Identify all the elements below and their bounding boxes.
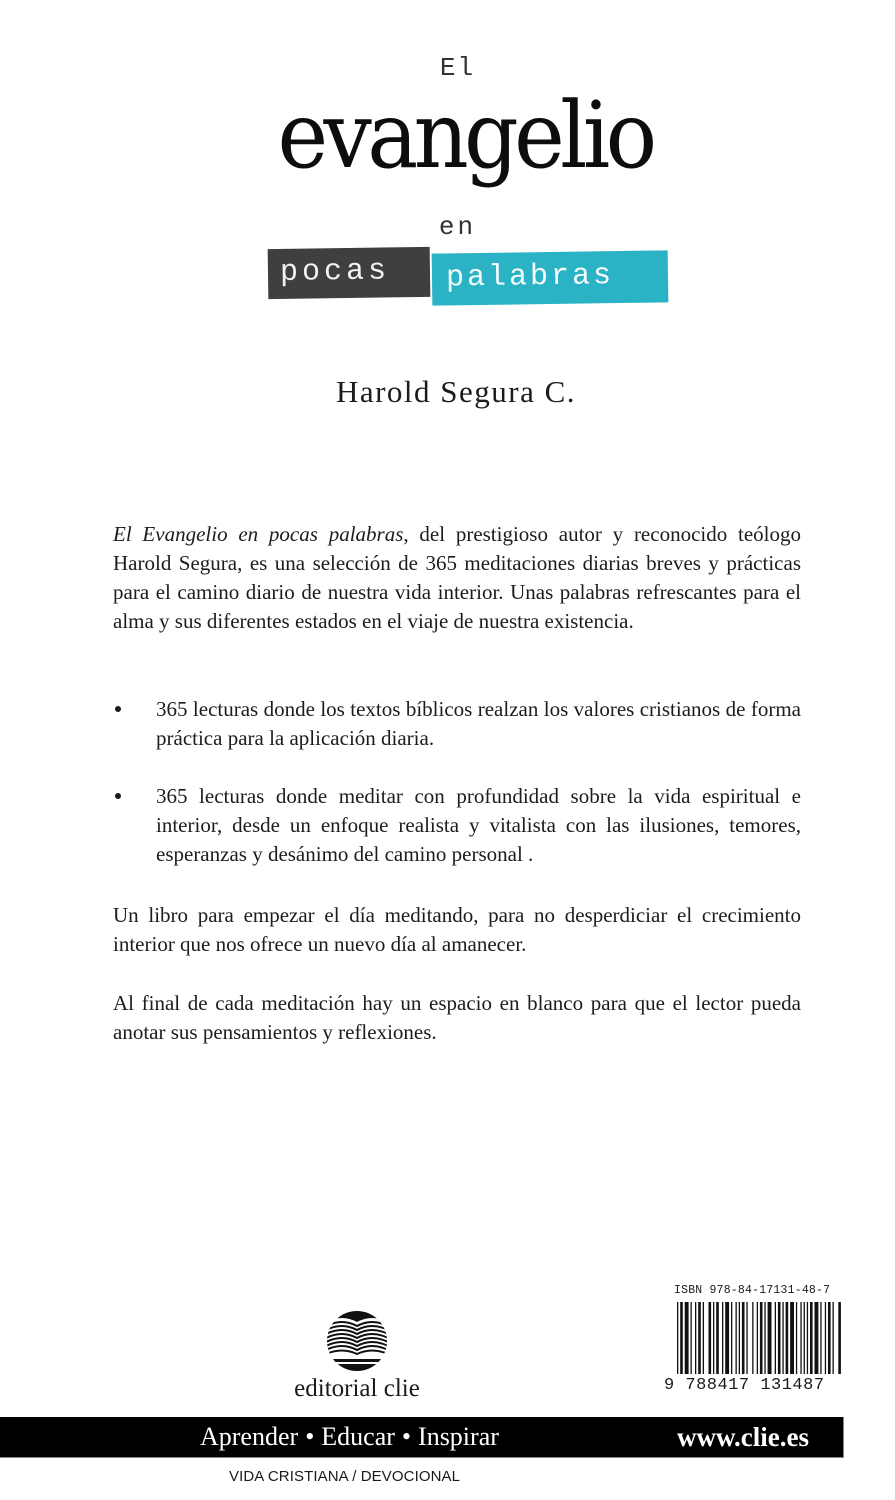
barcode-bar xyxy=(838,1302,841,1374)
description-closing-1 xyxy=(113,901,801,959)
barcode-bar xyxy=(709,1302,712,1374)
description-book-title: El Evangelio en pocas palabras xyxy=(113,522,404,546)
barcode-bar xyxy=(739,1302,740,1374)
barcode-bar xyxy=(742,1302,745,1374)
title-connector: en xyxy=(438,212,477,242)
barcode-bar xyxy=(782,1302,783,1374)
barcode-bar xyxy=(775,1302,776,1374)
barcode-bar xyxy=(807,1302,808,1374)
barcode-bar xyxy=(764,1302,765,1374)
barcode-bar xyxy=(810,1302,813,1374)
feature-list-item xyxy=(113,782,801,869)
description-intro-text: , del prestigioso autor y reconocido teólogo Harold Segura, es una selección de 365 meditaciones diarias breves y prácticas para el camino diario de nuestra vida interior. Unas palabras refrescantes para el alma y sus diferentes estados en el viaje de nuestra existencia. xyxy=(113,522,801,633)
closing-paragraph: Al final de cada meditación hay un espacio en blanco para que el lector pueda anotar sus pensamientos y reflexiones. xyxy=(113,991,801,1044)
barcode-bar xyxy=(703,1302,704,1374)
title-word-pocas: pocas xyxy=(279,254,391,290)
description-intro xyxy=(113,520,801,636)
title-label-pocas xyxy=(268,247,431,299)
title-article: El xyxy=(439,53,476,83)
barcode-digits: 9 788417 131487 xyxy=(664,1376,825,1395)
barcode-bar xyxy=(768,1302,772,1374)
title-label-palabras xyxy=(432,250,669,305)
barcode-bar xyxy=(680,1302,683,1374)
bullet-separator-icon: • xyxy=(401,1422,412,1451)
barcode-bar xyxy=(746,1302,747,1374)
barcode-bar xyxy=(736,1302,737,1374)
barcode-bar xyxy=(796,1302,797,1374)
barcode-bar xyxy=(825,1302,826,1374)
isbn-label: ISBN 978-84-17131-48-7 xyxy=(674,1284,831,1297)
barcode-bar xyxy=(833,1302,834,1374)
feature-list xyxy=(113,695,801,898)
feature-list-item xyxy=(113,695,801,753)
barcode-bar xyxy=(695,1302,696,1374)
barcode-bar xyxy=(698,1302,701,1374)
slogan xyxy=(200,1421,499,1453)
barcode-bar xyxy=(677,1302,678,1374)
open-book-globe-icon xyxy=(326,1310,388,1372)
bullet-icon xyxy=(115,706,121,712)
slogan-word-aprender: Aprender xyxy=(200,1422,299,1451)
book-category: VIDA CRISTIANA / DEVOCIONAL xyxy=(229,1468,461,1485)
barcode-bar xyxy=(725,1302,729,1374)
barcode-bar xyxy=(731,1302,732,1374)
slogan-word-educar: Educar xyxy=(321,1422,395,1451)
barcode-bar xyxy=(752,1302,753,1374)
barcode-bar xyxy=(716,1302,719,1374)
barcode-bar xyxy=(778,1302,781,1374)
title-word-palabras: palabras xyxy=(445,259,615,296)
barcode-bar xyxy=(722,1302,723,1374)
barcode-bar xyxy=(691,1302,692,1374)
barcode-bar xyxy=(815,1302,819,1374)
barcode-bar xyxy=(828,1302,831,1374)
barcode-bar xyxy=(757,1302,758,1374)
publisher-website: www.clie.es xyxy=(677,1422,809,1452)
slogan-word-inspirar: Inspirar xyxy=(418,1422,499,1451)
author-name: Harold Segura C. xyxy=(335,374,577,409)
footer-bar xyxy=(0,1417,844,1458)
feature-text: 365 lecturas donde meditar con profundidad sobre la vida espiritual e interior, desde un enfoque realista y vitalista con las ilusiones, temores, esperanzas y desánimo del camino personal . xyxy=(156,784,801,866)
barcode-bar xyxy=(685,1302,689,1374)
barcode-bar xyxy=(804,1302,805,1374)
feature-text: 365 lecturas donde los textos bíblicos realzan los valores cristianos de forma práctica para la aplicación diaria. xyxy=(156,697,801,750)
bullet-icon xyxy=(115,793,121,799)
bullet-separator-icon: • xyxy=(305,1422,315,1451)
barcode-bar xyxy=(713,1302,714,1374)
title-main: evangelio xyxy=(277,82,653,189)
barcode-bar xyxy=(800,1302,801,1374)
barcode-bar xyxy=(790,1302,794,1374)
barcode-bar xyxy=(820,1302,821,1374)
closing-paragraph: Un libro para empezar el día meditando, para no desperdiciar el crecimiento interior que nos ofrece un nuevo día al amanecer. xyxy=(113,903,801,956)
barcode-bar xyxy=(786,1302,789,1374)
barcode xyxy=(675,1302,845,1374)
barcode-bar xyxy=(760,1302,763,1374)
publisher-name: editorial clie xyxy=(294,1375,420,1402)
description-closing-2 xyxy=(113,989,801,1047)
